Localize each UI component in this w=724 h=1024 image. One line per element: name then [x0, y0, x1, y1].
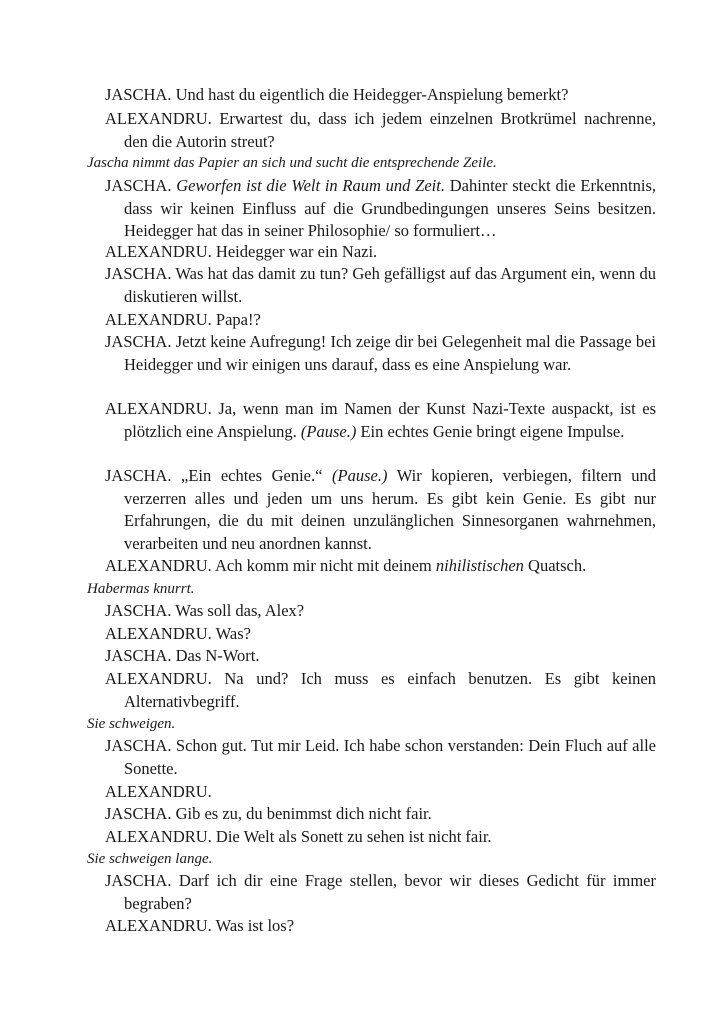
speech-line: [105, 108, 656, 153]
dialogue-text: Ach komm mir nicht mit deinem: [211, 556, 436, 575]
dialogue-text: Jascha nimmt das Papier an sich und sucht die entsprechende Zeile.: [87, 155, 497, 171]
speaker-name: JASCHA.: [105, 804, 172, 823]
dialogue-text: Sie schweigen.: [87, 716, 176, 732]
dialogue-text: Was ist los?: [211, 916, 295, 935]
stage-direction: [87, 848, 647, 871]
italic-text: (Pause.): [300, 421, 357, 441]
dialogue-text: Quatsch.: [523, 556, 587, 575]
dialogue-text: Darf ich dir eine Frage stellen, bevor wir dieses Gedicht für immer begraben?: [124, 871, 656, 913]
speaker-name: ALEXANDRU.: [105, 242, 212, 261]
speech-line: [105, 645, 656, 668]
speech-line: [105, 309, 656, 332]
speech-line: [105, 803, 656, 826]
speech-line: [105, 781, 656, 804]
stage-direction: [87, 713, 647, 736]
dialogue-text: Papa!?: [211, 310, 261, 329]
speaker-name: JASCHA.: [105, 601, 172, 620]
speech-line: [105, 465, 656, 555]
dialogue-text: Jetzt keine Aufregung! Ich zeige dir bei Gelegenheit mal die Passage bei Heidegger und wir einigen uns darauf, dass es eine Anspielung war.: [124, 332, 656, 374]
speech-line: [105, 600, 656, 623]
speaker-name: ALEXANDRU.: [105, 556, 212, 575]
speech-line: [105, 826, 656, 849]
speech-line: [105, 398, 656, 443]
speech-line: [105, 735, 656, 780]
speaker-name: ALEXANDRU.: [105, 399, 212, 418]
speaker-name: ALEXANDRU.: [105, 827, 212, 846]
speaker-name: ALEXANDRU.: [105, 109, 212, 128]
dialogue-text: Schon gut. Tut mir Leid. Ich habe schon verstanden: Dein Fluch auf alle Sonette.: [124, 736, 656, 778]
italic-text: (Pause.): [332, 466, 388, 485]
dialogue-text: Ja, wenn man im Namen der Kunst Nazi-Texte auspackt, ist es plötzlich eine Anspielung.: [124, 399, 656, 441]
dialogue-text: Die Welt als Sonett zu sehen ist nicht fair.: [211, 827, 492, 846]
speech-line: [105, 84, 656, 107]
speaker-name: JASCHA.: [105, 736, 172, 755]
dialogue-text: Erwartest du, dass ich jedem einzelnen Brotkrümel nachrenne, den die Autorin streut?: [124, 109, 656, 151]
speaker-name: ALEXANDRU.: [105, 916, 212, 935]
speech-line: [105, 263, 656, 308]
dialogue-text: Sie schweigen lange.: [87, 851, 213, 867]
speech-line: [105, 870, 656, 915]
dialogue-text: Na und? Ich muss es einfach benutzen. Es gibt keinen Alternativbegriff.: [124, 669, 656, 711]
dialogue-text: Wir kopieren, verbiegen, filtern und verzerren alles und jeden um uns herum. Es gibt kein Genie. Es gibt nur Erfahrungen, die du mit deinen unzulänglichen Sinnesorganen wahrnehmen, verarbeiten und neu anordnen kannst.: [124, 466, 656, 553]
dialogue-text: Was hat das damit zu tun? Geh gefälligst auf das Argument ein, wenn du diskutieren willst.: [124, 264, 656, 306]
speech-line: [105, 555, 656, 578]
italic-text: nihilistischen: [435, 556, 524, 575]
dialogue-text: Was soll das, Alex?: [171, 601, 305, 620]
speaker-name: JASCHA.: [105, 332, 172, 351]
speaker-name: ALEXANDRU.: [105, 782, 212, 801]
speaker-name: JASCHA.: [105, 871, 172, 890]
speaker-name: JASCHA.: [105, 466, 172, 485]
dialogue-text: Habermas knurrt.: [87, 581, 195, 597]
dialogue-text: Das N-Wort.: [171, 646, 260, 665]
speaker-name: ALEXANDRU.: [105, 669, 212, 688]
italic-text: Geworfen ist die Welt in Raum und Zeit.: [176, 176, 445, 195]
stage-direction: [87, 152, 647, 175]
stage-direction: [87, 578, 647, 601]
dialogue-text: Ein echtes Genie bringt eigene Impulse.: [356, 421, 625, 441]
speaker-name: ALEXANDRU.: [105, 624, 212, 643]
speech-line: [105, 241, 656, 264]
dialogue-text: Und hast du eigentlich die Heidegger-Anspielung bemerkt?: [171, 85, 569, 104]
dialogue-text: „Ein echtes Genie.“: [171, 466, 332, 485]
speech-line: [105, 915, 656, 938]
speaker-name: JASCHA.: [105, 85, 172, 104]
speaker-name: ALEXANDRU.: [105, 310, 212, 329]
speaker-name: JASCHA.: [105, 264, 172, 283]
speaker-name: JASCHA.: [105, 646, 172, 665]
dialogue-text: Heidegger war ein Nazi.: [211, 242, 378, 261]
dialogue-text: Dahinter steckt die Erkenntnis, dass wir keinen Einfluss auf die Grundbedingungen unseres Seins besitzen. Heidegger hat das in seiner Philosophie/ so formuliert…: [124, 176, 657, 240]
speech-line: [105, 668, 656, 713]
speech-line: [105, 331, 656, 376]
dialogue-text: Gib es zu, du benimmst dich nicht fair.: [171, 804, 432, 823]
dialogue-text: Was?: [211, 624, 251, 643]
speech-line: [105, 623, 656, 646]
speaker-name: JASCHA.: [105, 176, 172, 195]
speech-line: [105, 175, 656, 243]
